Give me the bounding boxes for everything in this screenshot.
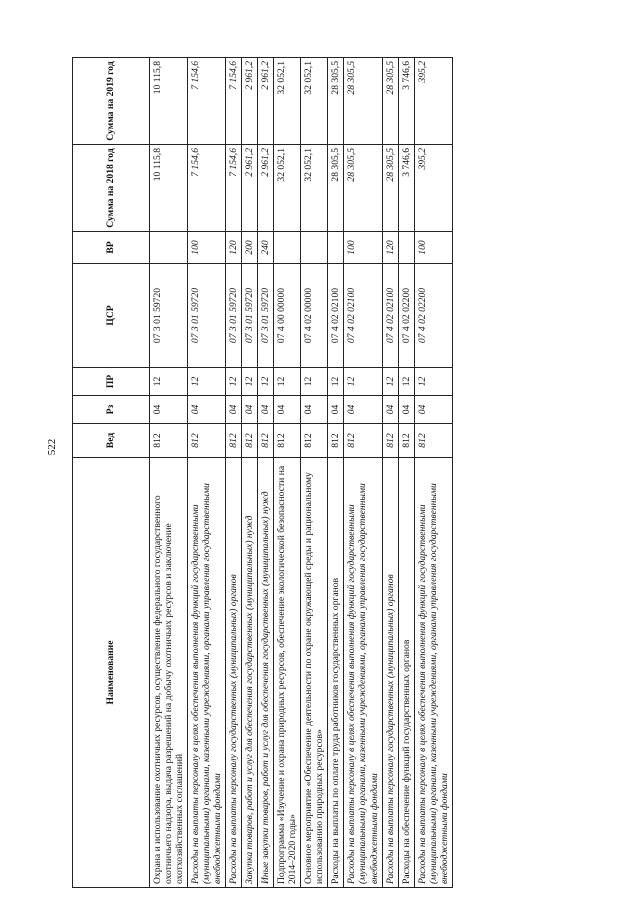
cell-csr: 07 4 02 00000 (301, 264, 328, 368)
cell-sum-2019: 28 305,5 (328, 58, 344, 145)
cell-sum-2019: 395,2 (414, 58, 452, 145)
cell-sum-2018: 28 305,5 (382, 145, 398, 232)
cell-pr: 12 (328, 368, 344, 396)
cell-ved: 812 (398, 424, 414, 458)
cell-name: Расходы на выплаты персоналу государственных (муниципальных) органов (382, 458, 398, 888)
cell-csr: 07 4 00 00000 (274, 264, 301, 368)
header-sum-2018: Сумма на 2018 год (73, 145, 150, 232)
cell-vr (274, 232, 301, 264)
cell-name: Расходы на выплаты персоналу в целях обеспечения выполнения функций государственными (муниципальными) органами, казенными учреждениями, органами управления государственными внебюджетными фондами (414, 458, 452, 888)
cell-sum-2018: 10 115,8 (150, 145, 188, 232)
page-number: 522 (46, 438, 58, 456)
cell-ved: 812 (301, 424, 328, 458)
cell-name: Расходы на выплаты персоналу в целях обеспечения выполнения функций государственными (муниципальными) органами, казенными учреждениями, органами управления государственными внебюджетными фондами (344, 458, 382, 888)
cell-ved: 812 (242, 424, 258, 458)
cell-name: Расходы на выплаты персоналу в целях обеспечения выполнения функций государственными (муниципальными) органами, казенными учреждениями, органами управления государственными внебюджетными фондами (188, 458, 226, 888)
cell-pr: 12 (344, 368, 382, 396)
table-row (398, 58, 414, 888)
cell-sum-2019: 32 052,1 (274, 58, 301, 145)
cell-pr: 12 (150, 368, 188, 396)
cell-pr: 12 (398, 368, 414, 396)
table-row (328, 58, 344, 888)
cell-csr: 07 3 01 59720 (242, 264, 258, 368)
cell-csr: 07 4 02 02200 (414, 264, 452, 368)
cell-sum-2018: 32 052,1 (274, 145, 301, 232)
cell-rz: 04 (328, 396, 344, 424)
table-row (382, 58, 398, 888)
table-row (242, 58, 258, 888)
header-sum-2019: Сумма на 2019 год (73, 58, 150, 145)
cell-rz: 04 (344, 396, 382, 424)
header-pr: ПР (73, 368, 150, 396)
cell-ved: 812 (328, 424, 344, 458)
cell-vr (301, 232, 328, 264)
cell-pr: 12 (274, 368, 301, 396)
table-row (344, 58, 382, 888)
cell-name: Расходы на обеспечение функций государственных органов (398, 458, 414, 888)
table-row (414, 58, 452, 888)
cell-sum-2019: 3 746,6 (398, 58, 414, 145)
cell-pr: 12 (258, 368, 274, 396)
cell-ved: 812 (344, 424, 382, 458)
cell-sum-2019: 2 961,2 (242, 58, 258, 145)
cell-sum-2019: 28 305,5 (382, 58, 398, 145)
cell-vr: 100 (414, 232, 452, 264)
cell-rz: 04 (414, 396, 452, 424)
cell-rz: 04 (150, 396, 188, 424)
cell-csr: 07 4 02 02100 (382, 264, 398, 368)
cell-sum-2019: 10 115,8 (150, 58, 188, 145)
cell-name: Основное мероприятие «Обеспечение деятельности по охране окружающей среды и рациональному использованию природных ресурсов» (301, 458, 328, 888)
cell-sum-2018: 2 961,2 (242, 145, 258, 232)
cell-sum-2019: 2 961,2 (258, 58, 274, 145)
cell-csr: 07 3 01 59720 (226, 264, 242, 368)
table-row (258, 58, 274, 888)
cell-csr: 07 4 02 02200 (398, 264, 414, 368)
table-row (150, 58, 188, 888)
cell-csr: 07 3 01 59720 (150, 264, 188, 368)
cell-pr: 12 (414, 368, 452, 396)
cell-csr: 07 3 01 59720 (188, 264, 226, 368)
cell-sum-2018: 28 305,5 (344, 145, 382, 232)
cell-sum-2019: 28 305,5 (344, 58, 382, 145)
cell-sum-2018: 7 154,6 (226, 145, 242, 232)
cell-rz: 04 (274, 396, 301, 424)
table-row (226, 58, 242, 888)
cell-vr (398, 232, 414, 264)
cell-vr (328, 232, 344, 264)
cell-ved: 812 (382, 424, 398, 458)
cell-pr: 12 (242, 368, 258, 396)
cell-vr: 120 (226, 232, 242, 264)
cell-sum-2019: 32 052,1 (301, 58, 328, 145)
cell-sum-2018: 3 746,6 (398, 145, 414, 232)
budget-table (72, 57, 453, 888)
cell-ved: 812 (226, 424, 242, 458)
cell-pr: 12 (226, 368, 242, 396)
cell-rz: 04 (258, 396, 274, 424)
cell-sum-2018: 7 154,6 (188, 145, 226, 232)
cell-vr (150, 232, 188, 264)
cell-name: Подпрограмма «Изучение и охрана природных ресурсов, обеспечение экологической безопасности на 2014–2020 годы» (274, 458, 301, 888)
cell-pr: 12 (382, 368, 398, 396)
header-ved: Вед (73, 424, 150, 458)
table-row (301, 58, 328, 888)
cell-vr: 200 (242, 232, 258, 264)
table-row (274, 58, 301, 888)
cell-ved: 812 (414, 424, 452, 458)
cell-rz: 04 (188, 396, 226, 424)
header-csr: ЦСР (73, 264, 150, 368)
cell-sum-2018: 395,2 (414, 145, 452, 232)
header-rz: Рз (73, 396, 150, 424)
cell-vr: 120 (382, 232, 398, 264)
cell-name: Иные закупки товаров, работ и услуг для обеспечения государственных (муниципальных) нужд (258, 458, 274, 888)
cell-csr: 07 3 01 59720 (258, 264, 274, 368)
cell-ved: 812 (188, 424, 226, 458)
cell-pr: 12 (301, 368, 328, 396)
cell-name: Расходы на выплаты по оплате труда работников государственных органов (328, 458, 344, 888)
table-row (188, 58, 226, 888)
cell-sum-2018: 32 052,1 (301, 145, 328, 232)
table-header-row (73, 58, 150, 888)
cell-rz: 04 (382, 396, 398, 424)
cell-ved: 812 (150, 424, 188, 458)
cell-rz: 04 (242, 396, 258, 424)
cell-rz: 04 (398, 396, 414, 424)
cell-rz: 04 (226, 396, 242, 424)
header-name: Наименование (73, 458, 150, 888)
cell-sum-2018: 28 305,5 (328, 145, 344, 232)
cell-rz: 04 (301, 396, 328, 424)
cell-ved: 812 (258, 424, 274, 458)
cell-vr: 100 (188, 232, 226, 264)
cell-csr: 07 4 02 02100 (344, 264, 382, 368)
cell-csr: 07 4 02 02100 (328, 264, 344, 368)
cell-vr: 100 (344, 232, 382, 264)
cell-name: Расходы на выплаты персоналу государственных (муниципальных) органов (226, 458, 242, 888)
cell-sum-2019: 7 154,6 (188, 58, 226, 145)
cell-sum-2018: 2 961,2 (258, 145, 274, 232)
cell-name: Закупка товаров, работ и услуг для обеспечения государственных (муниципальных) нужд (242, 458, 258, 888)
cell-name: Охрана и использование охотничьих ресурсов, осуществление федерального государственного охотничьего надзора, выдача разрешений на добычу охотничьих ресурсов и заключение охотхозяйственных соглашений (150, 458, 188, 888)
cell-pr: 12 (188, 368, 226, 396)
cell-ved: 812 (274, 424, 301, 458)
budget-table-container (72, 58, 564, 888)
cell-vr: 240 (258, 232, 274, 264)
cell-sum-2019: 7 154,6 (226, 58, 242, 145)
header-vr: ВР (73, 232, 150, 264)
